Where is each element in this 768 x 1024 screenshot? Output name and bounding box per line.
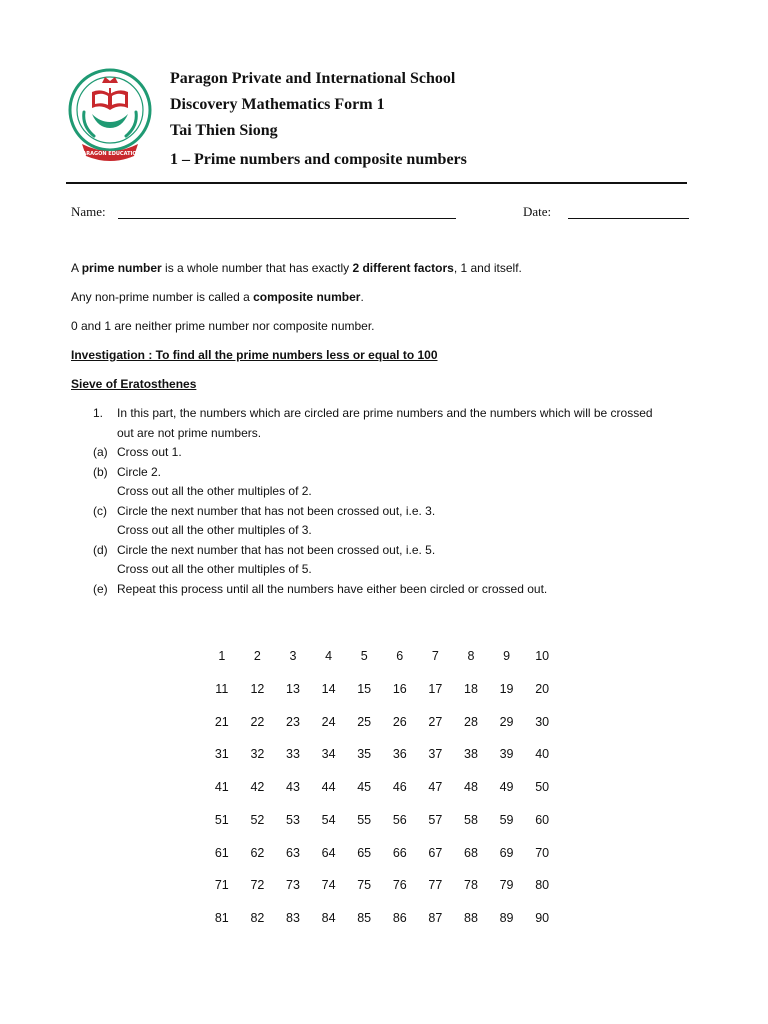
worksheet-topic: 1 – Prime numbers and composite numbers (170, 151, 467, 168)
step-text: Circle the next number that has not been crossed out, i.e. 3. (117, 503, 436, 518)
grid-number[interactable]: 77 (428, 878, 443, 893)
instruction-steps (71, 404, 711, 599)
grid-number[interactable]: 71 (214, 878, 229, 893)
grid-number[interactable]: 9 (503, 649, 511, 663)
grid-number[interactable]: 38 (464, 747, 478, 762)
grid-number[interactable]: 72 (250, 878, 265, 893)
step-marker: (e) (93, 581, 108, 596)
grid-number[interactable]: 19 (499, 681, 514, 696)
grid-number[interactable]: 25 (357, 714, 372, 729)
grid-number[interactable]: 3 (289, 649, 297, 663)
grid-number[interactable]: 30 (535, 714, 550, 729)
grid-row (204, 680, 560, 713)
grid-number[interactable]: 60 (535, 812, 550, 827)
grid-number[interactable]: 52 (250, 812, 265, 827)
number-grid (204, 647, 560, 942)
grid-number[interactable]: 61 (214, 845, 229, 860)
grid-number[interactable]: 45 (357, 780, 372, 794)
grid-number[interactable]: 69 (499, 845, 514, 860)
step-marker (71, 482, 117, 502)
grid-number[interactable]: 23 (286, 714, 300, 729)
document-header (170, 66, 467, 173)
grid-number[interactable]: 35 (357, 747, 372, 762)
grid-number[interactable]: 55 (357, 812, 372, 827)
sieve-heading: Sieve of Eratosthenes (71, 377, 197, 391)
step-text: In this part, the numbers which are circled are prime numbers and the numbers which will be crossed (117, 406, 653, 420)
grid-number[interactable]: 81 (214, 911, 229, 925)
step-line (71, 502, 711, 522)
step-marker: (b) (93, 464, 108, 479)
date-label: Date: (523, 204, 552, 219)
step-marker (71, 560, 117, 580)
prime-definition: A prime number is a whole number that has exactly 2 different factors, 1 and itself. (71, 261, 522, 275)
grid-number[interactable]: 17 (428, 681, 443, 696)
grid-number[interactable]: 63 (286, 845, 300, 860)
grid-number[interactable]: 22 (250, 714, 265, 729)
grid-number[interactable]: 14 (321, 681, 336, 696)
grid-number[interactable]: 21 (214, 714, 229, 729)
step-text: out are not prime numbers. (117, 425, 262, 440)
grid-number[interactable]: 49 (499, 780, 514, 794)
grid-number[interactable]: 2 (253, 649, 261, 663)
grid-row (204, 909, 560, 942)
grid-number[interactable]: 87 (428, 911, 443, 925)
grid-row (204, 778, 560, 811)
grid-number[interactable]: 12 (250, 681, 265, 696)
school-name: Paragon Private and International School (170, 70, 456, 87)
grid-row (204, 713, 560, 746)
grid-number[interactable]: 15 (357, 681, 372, 696)
grid-number[interactable]: 70 (535, 845, 550, 860)
grid-number[interactable]: 37 (428, 747, 443, 762)
grid-number[interactable]: 84 (321, 911, 336, 925)
grid-row (204, 647, 560, 680)
grid-number[interactable]: 48 (464, 780, 478, 794)
grid-number[interactable]: 74 (321, 878, 336, 893)
grid-number[interactable]: 13 (286, 681, 300, 696)
step-line (71, 424, 711, 444)
grid-row (204, 876, 560, 909)
name-field[interactable] (118, 218, 456, 219)
grid-number[interactable]: 46 (392, 780, 407, 794)
grid-number[interactable]: 73 (286, 878, 300, 893)
grid-number[interactable]: 40 (535, 747, 550, 762)
grid-number[interactable]: 54 (321, 812, 336, 827)
grid-number[interactable]: 57 (428, 812, 443, 827)
date-field[interactable] (568, 218, 689, 219)
step-marker: (c) (93, 503, 107, 518)
grid-number[interactable]: 47 (428, 780, 443, 794)
step-line (71, 482, 711, 502)
grid-number[interactable]: 31 (214, 747, 229, 762)
grid-number[interactable]: 16 (392, 681, 407, 696)
grid-number[interactable]: 4 (325, 649, 333, 663)
grid-number[interactable]: 80 (535, 878, 550, 893)
step-line (71, 560, 711, 580)
grid-number[interactable]: 26 (392, 714, 407, 729)
grid-number[interactable]: 5 (360, 649, 368, 663)
grid-number[interactable]: 44 (321, 780, 336, 794)
author-name: Tai Thien Siong (170, 122, 278, 139)
composite-definition: Any non-prime number is called a composite number. (71, 290, 364, 304)
name-label: Name: (71, 204, 106, 219)
step-text: Repeat this process until all the numbers have either been circled or crossed out. (117, 581, 548, 596)
grid-number[interactable]: 11 (215, 681, 229, 696)
svg-text:PARAGON EDUCATION: PARAGON EDUCATION (79, 151, 141, 157)
grid-number[interactable]: 50 (535, 780, 550, 794)
grid-number[interactable]: 42 (250, 780, 265, 794)
grid-number[interactable]: 59 (499, 812, 514, 827)
grid-number[interactable]: 8 (467, 649, 475, 663)
step-line (71, 463, 711, 483)
grid-number[interactable]: 10 (535, 649, 550, 663)
grid-number[interactable]: 65 (357, 845, 372, 860)
grid-number[interactable]: 86 (392, 911, 407, 925)
grid-number[interactable]: 82 (250, 911, 265, 925)
grid-number[interactable]: 28 (464, 714, 478, 729)
school-logo (68, 66, 152, 162)
step-text: Circle 2. (117, 464, 162, 479)
grid-number[interactable]: 41 (214, 780, 229, 794)
grid-number[interactable]: 85 (357, 911, 372, 925)
grid-number[interactable]: 24 (321, 714, 336, 729)
grid-row (204, 745, 560, 778)
step-text: Cross out 1. (117, 445, 182, 459)
step-line (71, 541, 711, 561)
grid-number[interactable]: 1 (218, 649, 226, 663)
step-text: Cross out all the other multiples of 3. (117, 523, 312, 537)
step-line (71, 404, 711, 424)
grid-row (204, 844, 560, 877)
grid-number[interactable]: 53 (286, 812, 300, 827)
grid-number[interactable]: 75 (357, 878, 372, 893)
grid-number[interactable]: 51 (214, 812, 229, 827)
step-text: Cross out all the other multiples of 2. (117, 484, 312, 498)
grid-number[interactable]: 83 (286, 911, 300, 925)
grid-number[interactable]: 36 (392, 747, 407, 762)
grid-number[interactable]: 88 (464, 911, 478, 925)
grid-number[interactable]: 39 (499, 747, 514, 762)
step-marker: (d) (93, 542, 108, 557)
grid-number[interactable]: 58 (464, 812, 478, 827)
grid-number[interactable]: 76 (392, 878, 407, 893)
grid-number[interactable]: 18 (464, 681, 478, 696)
grid-number[interactable]: 20 (535, 681, 550, 696)
grid-number[interactable]: 62 (250, 845, 265, 860)
grid-number[interactable]: 56 (392, 812, 407, 827)
step-marker (71, 424, 117, 444)
grid-number[interactable]: 89 (499, 911, 514, 925)
grid-number[interactable]: 27 (428, 714, 443, 729)
grid-number[interactable]: 68 (464, 845, 478, 860)
grid-number[interactable]: 6 (396, 649, 404, 663)
grid-number[interactable]: 29 (499, 714, 514, 729)
zero-one-note: 0 and 1 are neither prime number nor composite number. (71, 319, 375, 333)
header-divider (66, 182, 687, 184)
grid-number[interactable]: 7 (431, 649, 439, 663)
grid-number[interactable]: 33 (286, 747, 300, 762)
step-line (71, 521, 711, 541)
grid-number[interactable]: 66 (392, 845, 407, 860)
grid-number[interactable]: 90 (535, 911, 550, 925)
step-text: Cross out all the other multiples of 5. (117, 562, 312, 576)
grid-number[interactable]: 34 (321, 747, 336, 762)
investigation-heading: Investigation : To find all the prime numbers less or equal to 100 (71, 348, 438, 362)
book-title: Discovery Mathematics Form 1 (170, 96, 385, 113)
grid-number[interactable]: 32 (250, 747, 265, 762)
step-marker: (a) (93, 445, 108, 459)
grid-number[interactable]: 78 (464, 878, 478, 893)
step-line (71, 580, 711, 600)
grid-number[interactable]: 79 (499, 878, 514, 893)
grid-number[interactable]: 67 (428, 845, 443, 860)
grid-number[interactable]: 43 (286, 780, 300, 794)
step-line (71, 443, 711, 463)
step-text: Circle the next number that has not been crossed out, i.e. 5. (117, 542, 436, 557)
step-marker: 1. (93, 406, 104, 420)
grid-row (204, 811, 560, 844)
grid-number[interactable]: 64 (321, 845, 336, 860)
step-marker (71, 521, 117, 541)
